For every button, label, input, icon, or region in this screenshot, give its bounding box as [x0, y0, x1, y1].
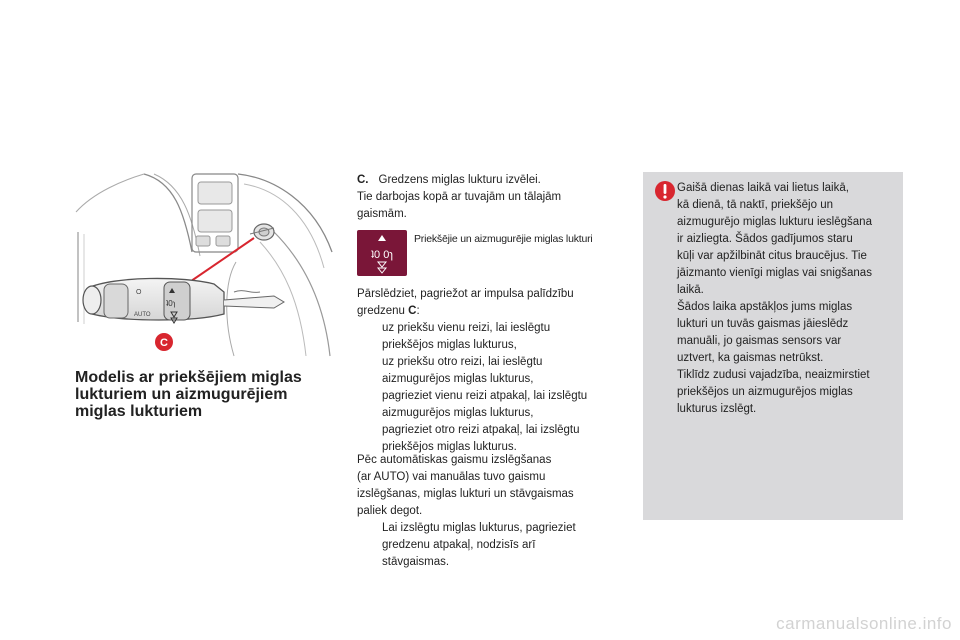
- bullet-text: uz priekšu otro reizi, lai ieslēgtu: [382, 356, 543, 368]
- ring-c-letter: C.: [357, 174, 369, 186]
- heading-line: lukturiem un aizmugurējiem: [75, 386, 288, 403]
- ring-c-text: gaismām.: [357, 208, 407, 220]
- heading-line: miglas lukturiem: [75, 403, 203, 420]
- watermark: carmanualsonline.info: [776, 614, 952, 633]
- bullet-text: aizmugurējos miglas lukturus,: [382, 407, 534, 419]
- switch-intro-line: gredzenu: [357, 305, 409, 317]
- list-item: [357, 354, 627, 388]
- fog-light-switch-illustration: [74, 172, 336, 358]
- warning-line: Tiklīdz zudusi vajadzība, neaizmirstiet: [677, 369, 870, 381]
- bullet-text: priekšējos miglas lukturus,: [382, 339, 517, 351]
- switch-intro-colon: :: [416, 305, 420, 317]
- list-item: [357, 520, 627, 571]
- ring-c-description: [357, 172, 627, 223]
- switch-intro-ring-letter: C: [408, 305, 417, 317]
- warning-line: kā dienā, tā naktī, priekšējo un: [677, 199, 833, 211]
- warning-line: manuāli, jo gaismas sensors var: [677, 335, 842, 347]
- auto-line: izslēgšanas, miglas lukturi un stāvgaismas: [357, 488, 574, 500]
- auto-lights-note: [357, 452, 627, 571]
- bullet-text: aizmugurējos miglas lukturus,: [382, 373, 534, 385]
- warning-line: Gaišā dienas laikā vai lietus laikā,: [677, 182, 849, 194]
- warning-line: laikā.: [677, 284, 704, 296]
- section-heading: [75, 369, 325, 420]
- list-item: [357, 422, 627, 456]
- list-item: [357, 320, 627, 354]
- warning-line: kūļi var apžilbināt citus braucējus. Tie: [677, 250, 867, 262]
- warning-line: ir aizliegta. Šādos gadījumos staru: [677, 233, 853, 245]
- warning-line: aizmugurējo miglas lukturu ieslēgšana: [677, 216, 872, 228]
- ring-c-text: Gredzens miglas lukturu izvēlei.: [378, 174, 541, 186]
- ring-c-text: Tie darbojas kopā ar tuvajām un tālajām: [357, 191, 562, 203]
- warning-text: [677, 180, 901, 418]
- bullet-text: Lai izslēgtu miglas lukturus, pagrieziet: [382, 522, 576, 534]
- symbol-caption: Priekšējie un aizmugurējie miglas lukturi: [414, 233, 593, 245]
- exclamation-warning-icon: [654, 180, 676, 202]
- bullet-text: pagrieziet vienu reizi atpakaļ, lai izslēgtu: [382, 390, 588, 402]
- list-item: [357, 388, 627, 422]
- switch-intro-line: Pārslēdziet, pagriežot ar impulsa palīdzību: [357, 288, 574, 300]
- bullet-text: gredzenu atpakaļ, nodzisīs arī: [382, 539, 536, 551]
- bullet-text: priekšējos miglas lukturus.: [382, 441, 517, 453]
- auto-line: Pēc automātiskas gaismu izslēgšanas: [357, 454, 552, 466]
- warning-line: lukturi un tuvās gaismas jāieslēdz: [677, 318, 849, 330]
- bullet-text: stāvgaismas.: [382, 556, 450, 568]
- warning-line: Šādos laika apstākļos jums miglas: [677, 301, 853, 313]
- auto-line: paliek degot.: [357, 505, 423, 517]
- bullet-text: pagrieziet otro reizi atpakaļ, lai izslēgtu: [382, 424, 580, 436]
- switch-instructions: [357, 286, 627, 456]
- svg-text:ʇ0 0ɿ: ʇ0 0ɿ: [370, 249, 394, 261]
- stalk-label-auto: AUTO: [134, 312, 151, 318]
- switch-bullet-list: [357, 320, 627, 456]
- warning-line: jāizmanto vienīgi miglas vai snigšanas: [677, 267, 872, 279]
- warning-line: lukturus izslēgt.: [677, 403, 757, 415]
- svg-text:ʇ0ɿ: ʇ0ɿ: [166, 299, 176, 308]
- auto-line: (ar AUTO) vai manuālas tuvo gaismu: [357, 471, 546, 483]
- bullet-text: uz priekšu vienu reizi, lai ieslēgtu: [382, 322, 551, 334]
- warning-line: uztvert, ka gaismas netrūkst.: [677, 352, 824, 364]
- heading-line: Modelis ar priekšējiem miglas: [75, 369, 302, 386]
- warning-line: priekšējos un aizmugurējos miglas: [677, 386, 853, 398]
- stalk-label-o: O: [136, 289, 142, 296]
- front-rear-fog-lamp-icon: [357, 230, 407, 276]
- callout-c-letter: C: [160, 337, 168, 349]
- auto-bullet-list: [357, 520, 627, 571]
